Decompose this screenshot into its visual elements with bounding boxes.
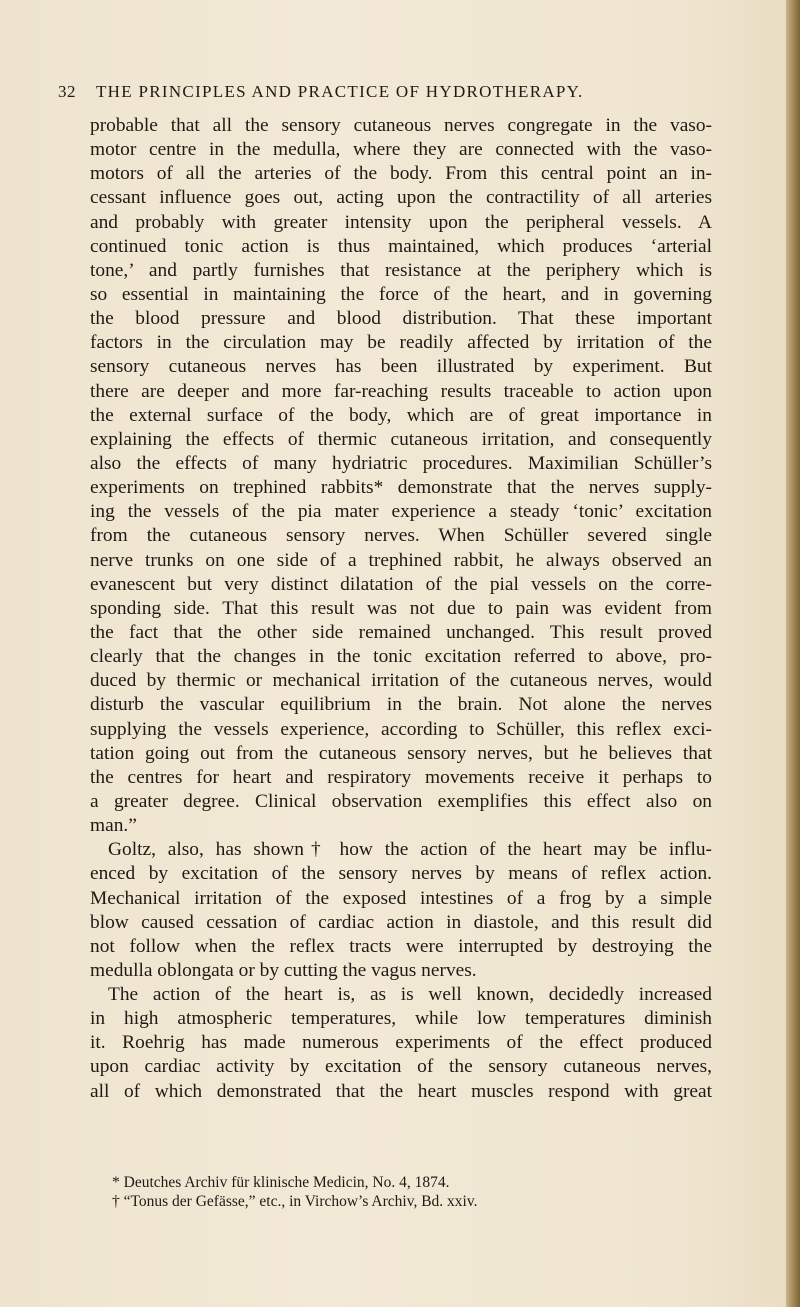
text-line: sponding side. That this result was not due to pain was evident from: [90, 597, 712, 619]
text-line: clearly that the changes in the tonic excitation referred to above, pro-: [90, 646, 712, 668]
text-line: man.”: [90, 815, 137, 837]
text-line: tone,’ and partly furnishes that resistance at the periphery which is: [90, 259, 712, 281]
text-line: it. Roehrig has made numerous experiments of the effect produced: [90, 1032, 712, 1054]
text-line: and probably with greater intensity upon the peripheral vessels. A: [90, 211, 712, 233]
text-line: there are deeper and more far-reaching results traceable to action upon: [90, 380, 712, 402]
text-line: the centres for heart and respiratory movements receive it perhaps to: [90, 766, 712, 788]
text-line: a greater degree. Clinical observation exemplifies this effect also on: [90, 790, 712, 812]
text-line: blow caused cessation of cardiac action in diastole, and this result did: [90, 911, 712, 933]
text-line: cessant influence goes out, acting upon the contractility of all arteries: [90, 187, 712, 209]
page-number: 32: [58, 82, 76, 101]
text-line: from the cutaneous sensory nerves. When Schüller severed single: [90, 525, 712, 547]
text-line: the fact that the other side remained unchanged. This result proved: [90, 621, 712, 643]
text-line: supplying the vessels experience, according to Schüller, this reflex exci-: [90, 718, 712, 740]
footnote: * Deutches Archiv für klinische Medicin, No. 4, 1874.: [112, 1174, 450, 1191]
text-line: duced by thermic or mechanical irritation of the cutaneous nerves, would: [90, 670, 712, 692]
text-line: experiments on trephined rabbits* demonstrate that the nerves supply-: [90, 477, 712, 499]
text-line: probable that all the sensory cutaneous nerves congregate in the vaso-: [90, 115, 712, 136]
text-line: motors of all the arteries of the body. From this central point an in-: [90, 163, 712, 185]
text-line: the external surface of the body, which are of great importance in: [90, 404, 712, 426]
text-line: upon cardiac activity by excitation of the sensory cutaneous nerves,: [90, 1056, 712, 1078]
footnote: † “Tonus der Gefässe,” etc., in Virchow’s Archiv, Bd. xxiv.: [112, 1193, 478, 1210]
text-line: so essential in maintaining the force of the heart, and in governing: [90, 283, 712, 305]
paragraph-start-line: Goltz, also, has shown† how the action of the heart may be influ-: [108, 839, 712, 861]
text-line: factors in the circulation may be readily affected by irritation of the: [90, 332, 712, 354]
text-line: all of which demonstrated that the heart muscles respond with great: [90, 1080, 712, 1102]
text-line: motor centre in the medulla, where they are connected with the vaso-: [90, 139, 712, 161]
body-text: [90, 114, 712, 1104]
text-line: explaining the effects of thermic cutaneous irritation, and consequently: [90, 428, 712, 450]
text-line: continued tonic action is thus maintained, which produces ‘arterial: [90, 235, 712, 257]
text-line: evanescent but very distinct dilatation of the pial vessels on the corre-: [90, 573, 712, 595]
running-header: [58, 82, 738, 108]
text-line: sensory cutaneous nerves has been illustrated by experiment. But: [90, 356, 712, 378]
text-line: in high atmospheric temperatures, while low temperatures diminish: [90, 1008, 712, 1030]
text-line: enced by excitation of the sensory nerves by means of reflex action.: [90, 863, 712, 885]
text-line: medulla oblongata or by cutting the vagus nerves.: [90, 959, 477, 981]
paragraph-start-line: The action of the heart is, as is well known, decidedly increased: [108, 984, 712, 1006]
footnotes: [112, 1173, 712, 1211]
text-line: not follow when the reflex tracts were interrupted by destroying the: [90, 935, 712, 957]
text-line: also the effects of many hydriatric procedures. Maximilian Schüller’s: [90, 452, 712, 474]
text-line: ing the vessels of the pia mater experience a steady ‘tonic’ excitation: [90, 501, 712, 523]
running-title: THE PRINCIPLES AND PRACTICE OF HYDROTHERAPY.: [96, 82, 584, 101]
text-line: the blood pressure and blood distribution. That these important: [90, 308, 712, 330]
text-line: Mechanical irritation of the exposed intestines of a frog by a simple: [90, 887, 712, 909]
text-line: nerve trunks on one side of a trephined rabbit, he always observed an: [90, 549, 712, 571]
text-line: disturb the vascular equilibrium in the brain. Not alone the nerves: [90, 694, 712, 716]
text-line: tation going out from the cutaneous sensory nerves, but he believes that: [90, 742, 712, 764]
page-edge-shadow: [786, 0, 800, 1307]
